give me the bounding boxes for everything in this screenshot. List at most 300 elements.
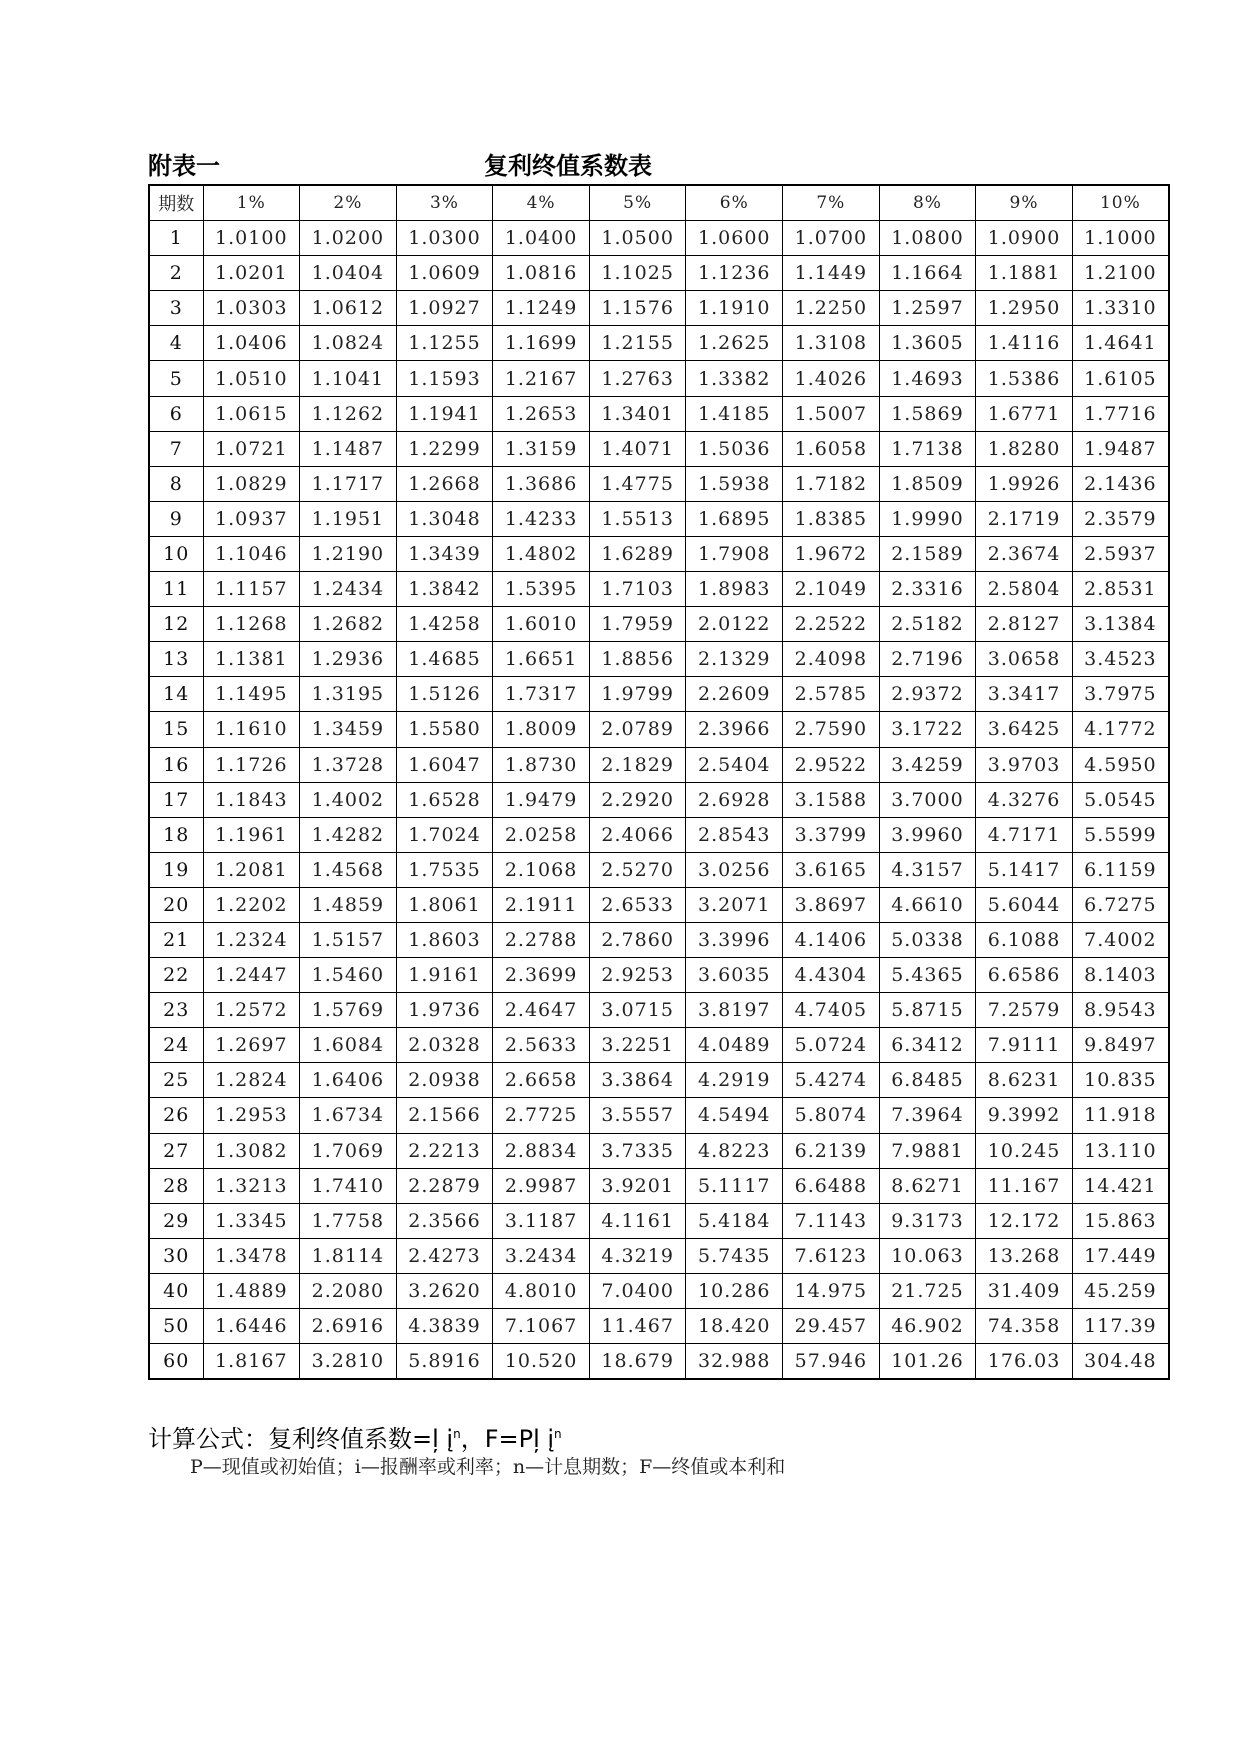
period-cell: 9	[149, 501, 203, 536]
factor-cell: 4.5950	[1072, 747, 1169, 782]
factor-cell: 3.3417	[976, 677, 1073, 712]
factor-cell: 4.7405	[783, 993, 880, 1028]
factor-cell: 2.3316	[879, 572, 976, 607]
factor-cell: 3.6425	[976, 712, 1073, 747]
factor-cell: 4.3276	[976, 782, 1073, 817]
factor-cell: 1.6895	[686, 501, 783, 536]
table-row	[149, 361, 1169, 396]
factor-cell: 1.2324	[203, 922, 300, 957]
factor-cell: 1.5157	[300, 922, 397, 957]
factor-cell: 1.9479	[493, 782, 590, 817]
factor-cell: 4.4304	[783, 958, 880, 993]
factor-cell: 1.8730	[493, 747, 590, 782]
factor-cell: 1.0303	[203, 291, 300, 326]
factor-cell: 1.9990	[879, 501, 976, 536]
factor-cell: 5.8074	[783, 1098, 880, 1133]
factor-cell: 3.9960	[879, 817, 976, 852]
factor-cell: 1.1495	[203, 677, 300, 712]
factor-cell: 9.3173	[879, 1203, 976, 1238]
factor-cell: 7.2579	[976, 993, 1073, 1028]
factor-cell: 3.3864	[589, 1063, 686, 1098]
factor-cell: 3.5557	[589, 1098, 686, 1133]
period-cell: 5	[149, 361, 203, 396]
factor-cell: 46.902	[879, 1309, 976, 1344]
factor-cell: 1.3686	[493, 466, 590, 501]
factor-cell: 1.7103	[589, 572, 686, 607]
factor-cell: 2.5404	[686, 747, 783, 782]
factor-cell: 6.8485	[879, 1063, 976, 1098]
factor-cell: 32.988	[686, 1344, 783, 1380]
period-cell: 40	[149, 1273, 203, 1308]
factor-cell: 1.9672	[783, 536, 880, 571]
factor-cell: 1.7959	[589, 607, 686, 642]
table-row	[149, 642, 1169, 677]
column-header-rate: 6%	[686, 185, 783, 221]
factor-cell: 2.1566	[396, 1098, 493, 1133]
factor-cell: 1.7317	[493, 677, 590, 712]
table-row	[149, 326, 1169, 361]
factor-cell: 1.1262	[300, 396, 397, 431]
factor-cell: 1.3082	[203, 1133, 300, 1168]
factor-cell: 1.6047	[396, 747, 493, 782]
factor-cell: 2.7860	[589, 922, 686, 957]
factor-cell: 31.409	[976, 1273, 1073, 1308]
factor-cell: 1.0300	[396, 221, 493, 256]
factor-cell: 2.2788	[493, 922, 590, 957]
factor-cell: 1.3728	[300, 747, 397, 782]
factor-cell: 4.3157	[879, 852, 976, 887]
factor-cell: 1.2682	[300, 607, 397, 642]
factor-cell: 2.7590	[783, 712, 880, 747]
factor-cell: 1.0700	[783, 221, 880, 256]
factor-cell: 1.5007	[783, 396, 880, 431]
factor-cell: 7.6123	[783, 1238, 880, 1273]
factor-cell: 1.7758	[300, 1203, 397, 1238]
factor-cell: 1.0609	[396, 256, 493, 291]
factor-cell: 1.8856	[589, 642, 686, 677]
factor-cell: 1.5513	[589, 501, 686, 536]
factor-cell: 2.2213	[396, 1133, 493, 1168]
appendix-label: 附表一	[148, 152, 220, 180]
formula-exp1: n	[453, 1427, 461, 1441]
factor-cell: 2.3579	[1072, 501, 1169, 536]
factor-cell: 1.5869	[879, 396, 976, 431]
factor-cell: 1.2597	[879, 291, 976, 326]
factor-cell: 6.3412	[879, 1028, 976, 1063]
period-cell: 26	[149, 1098, 203, 1133]
factor-cell: 1.0100	[203, 221, 300, 256]
factor-cell: 2.1068	[493, 852, 590, 887]
factor-cell: 1.6289	[589, 536, 686, 571]
factor-cell: 1.2447	[203, 958, 300, 993]
factor-cell: 1.2202	[203, 887, 300, 922]
factor-cell: 1.2653	[493, 396, 590, 431]
formula-label: 计算公式：	[148, 1425, 268, 1453]
factor-cell: 1.1576	[589, 291, 686, 326]
factor-cell: 1.7024	[396, 817, 493, 852]
factor-cell: 1.1268	[203, 607, 300, 642]
factor-cell: 1.4568	[300, 852, 397, 887]
factor-cell: 1.4258	[396, 607, 493, 642]
factor-cell: 3.9703	[976, 747, 1073, 782]
factor-cell: 1.6446	[203, 1309, 300, 1344]
factor-cell: 1.0510	[203, 361, 300, 396]
factor-cell: 1.1593	[396, 361, 493, 396]
factor-cell: 3.3799	[783, 817, 880, 852]
factor-cell: 1.0800	[879, 221, 976, 256]
factor-cell: 1.0612	[300, 291, 397, 326]
factor-cell: 1.0829	[203, 466, 300, 501]
factor-cell: 1.8983	[686, 572, 783, 607]
factor-cell: 6.6586	[976, 958, 1073, 993]
period-cell: 18	[149, 817, 203, 852]
factor-cell: 2.9987	[493, 1168, 590, 1203]
table-row	[149, 1063, 1169, 1098]
formula-part2: F=P	[484, 1425, 534, 1453]
factor-cell: 1.1041	[300, 361, 397, 396]
factor-cell: 2.0938	[396, 1063, 493, 1098]
factor-cell: 1.1236	[686, 256, 783, 291]
factor-cell: 57.946	[783, 1344, 880, 1380]
period-cell: 50	[149, 1309, 203, 1344]
table-row	[149, 607, 1169, 642]
factor-cell: 2.5785	[783, 677, 880, 712]
factor-cell: 2.1911	[493, 887, 590, 922]
factor-cell: 1.7535	[396, 852, 493, 887]
factor-cell: 7.9881	[879, 1133, 976, 1168]
factor-cell: 1.2434	[300, 572, 397, 607]
period-cell: 28	[149, 1168, 203, 1203]
factor-cell: 1.1449	[783, 256, 880, 291]
factor-cell: 8.9543	[1072, 993, 1169, 1028]
factor-cell: 3.8697	[783, 887, 880, 922]
factor-cell: 1.8280	[976, 431, 1073, 466]
factor-cell: 1.0200	[300, 221, 397, 256]
factor-cell: 8.1403	[1072, 958, 1169, 993]
title-bar	[148, 150, 1168, 182]
factor-cell: 2.3699	[493, 958, 590, 993]
factor-cell: 1.7182	[783, 466, 880, 501]
period-cell: 60	[149, 1344, 203, 1380]
factor-cell: 1.7716	[1072, 396, 1169, 431]
factor-cell: 1.4693	[879, 361, 976, 396]
factor-cell: 3.7000	[879, 782, 976, 817]
factor-cell: 5.4365	[879, 958, 976, 993]
table-header-row	[149, 185, 1169, 221]
factor-cell: 3.1722	[879, 712, 976, 747]
factor-cell: 12.172	[976, 1203, 1073, 1238]
factor-cell: 1.0900	[976, 221, 1073, 256]
factor-cell: 1.4282	[300, 817, 397, 852]
column-header-rate: 9%	[976, 185, 1073, 221]
factor-cell: 2.4273	[396, 1238, 493, 1273]
factor-cell: 1.2625	[686, 326, 783, 361]
factor-cell: 1.2668	[396, 466, 493, 501]
table-row	[149, 1028, 1169, 1063]
factor-cell: 10.245	[976, 1133, 1073, 1168]
factor-cell: 2.2879	[396, 1168, 493, 1203]
factor-cell: 17.449	[1072, 1238, 1169, 1273]
factor-cell: 2.3966	[686, 712, 783, 747]
factor-cell: 3.6165	[783, 852, 880, 887]
column-header-rate: 5%	[589, 185, 686, 221]
page-title: 复利终值系数表	[484, 152, 652, 180]
factor-cell: 4.6610	[879, 887, 976, 922]
factor-cell: 5.0724	[783, 1028, 880, 1063]
factor-cell: 2.2522	[783, 607, 880, 642]
factor-cell: 101.26	[879, 1344, 976, 1380]
factor-cell: 18.420	[686, 1309, 783, 1344]
factor-cell: 2.3566	[396, 1203, 493, 1238]
factor-cell: 1.9161	[396, 958, 493, 993]
formula-part1: 复利终值系数=	[268, 1425, 433, 1453]
factor-cell: 1.8603	[396, 922, 493, 957]
factor-cell: 3.7335	[589, 1133, 686, 1168]
factor-cell: 1.8061	[396, 887, 493, 922]
period-cell: 21	[149, 922, 203, 957]
factor-cell: 5.8715	[879, 993, 976, 1028]
factor-cell: 1.4116	[976, 326, 1073, 361]
period-cell: 17	[149, 782, 203, 817]
factor-cell: 6.7275	[1072, 887, 1169, 922]
factor-cell: 3.1588	[783, 782, 880, 817]
table-row	[149, 958, 1169, 993]
factor-cell: 45.259	[1072, 1273, 1169, 1308]
factor-cell: 10.286	[686, 1273, 783, 1308]
factor-cell: 2.6916	[300, 1309, 397, 1344]
column-header-rate: 7%	[783, 185, 880, 221]
factor-cell: 11.467	[589, 1309, 686, 1344]
period-cell: 12	[149, 607, 203, 642]
period-cell: 20	[149, 887, 203, 922]
factor-cell: 1.2167	[493, 361, 590, 396]
period-cell: 1	[149, 221, 203, 256]
table-row	[149, 1098, 1169, 1133]
factor-cell: 1.8114	[300, 1238, 397, 1273]
factor-cell: 1.4026	[783, 361, 880, 396]
factor-cell: 1.4233	[493, 501, 590, 536]
table-row	[149, 396, 1169, 431]
column-header-rate: 8%	[879, 185, 976, 221]
factor-cell: 1.1941	[396, 396, 493, 431]
table-row	[149, 256, 1169, 291]
factor-cell: 11.167	[976, 1168, 1073, 1203]
factor-cell: 1.0927	[396, 291, 493, 326]
factor-cell: 3.6035	[686, 958, 783, 993]
period-cell: 16	[149, 747, 203, 782]
factor-cell: 2.5804	[976, 572, 1073, 607]
factor-cell: 1.9926	[976, 466, 1073, 501]
period-cell: 6	[149, 396, 203, 431]
factor-cell: 1.6058	[783, 431, 880, 466]
factor-cell: 1.9799	[589, 677, 686, 712]
factor-cell: 1.2824	[203, 1063, 300, 1098]
factor-cell: 3.9201	[589, 1168, 686, 1203]
factor-cell: 1.0816	[493, 256, 590, 291]
table-row	[149, 572, 1169, 607]
factor-cell: 2.4098	[783, 642, 880, 677]
factor-cell: 1.2100	[1072, 256, 1169, 291]
factor-cell: 1.9736	[396, 993, 493, 1028]
factor-cell: 2.0258	[493, 817, 590, 852]
formula-exp2: n	[554, 1427, 562, 1441]
factor-cell: 1.5036	[686, 431, 783, 466]
table-row	[149, 1203, 1169, 1238]
table-row	[149, 747, 1169, 782]
factor-cell: 2.3674	[976, 536, 1073, 571]
factor-cell: 1.4071	[589, 431, 686, 466]
factor-cell: 1.7908	[686, 536, 783, 571]
table-body	[149, 221, 1169, 1380]
factor-cell: 1.5769	[300, 993, 397, 1028]
factor-cell: 2.1049	[783, 572, 880, 607]
factor-cell: 2.0122	[686, 607, 783, 642]
factor-cell: 5.6044	[976, 887, 1073, 922]
factor-cell: 3.4523	[1072, 642, 1169, 677]
factor-cell: 1.1157	[203, 572, 300, 607]
factor-cell: 117.39	[1072, 1309, 1169, 1344]
table-row	[149, 712, 1169, 747]
factor-cell: 1.1610	[203, 712, 300, 747]
factor-cell: 14.421	[1072, 1168, 1169, 1203]
factor-cell: 3.1384	[1072, 607, 1169, 642]
factor-cell: 10.063	[879, 1238, 976, 1273]
factor-cell: 1.2081	[203, 852, 300, 887]
factor-cell: 1.7138	[879, 431, 976, 466]
factor-cell: 1.5938	[686, 466, 783, 501]
factor-cell: 1.4889	[203, 1273, 300, 1308]
factor-cell: 2.0328	[396, 1028, 493, 1063]
factor-cell: 1.2953	[203, 1098, 300, 1133]
factor-cell: 1.0404	[300, 256, 397, 291]
period-cell: 23	[149, 993, 203, 1028]
factor-cell: 4.8010	[493, 1273, 590, 1308]
column-header-rate: 4%	[493, 185, 590, 221]
table-row	[149, 536, 1169, 571]
factor-cell: 1.1910	[686, 291, 783, 326]
factor-cell: 1.6406	[300, 1063, 397, 1098]
factor-cell: 10.835	[1072, 1063, 1169, 1098]
period-cell: 10	[149, 536, 203, 571]
factor-cell: 5.1417	[976, 852, 1073, 887]
factor-cell: 7.0400	[589, 1273, 686, 1308]
factor-cell: 1.2155	[589, 326, 686, 361]
factor-cell: 1.0500	[589, 221, 686, 256]
factor-cell: 5.7435	[686, 1238, 783, 1273]
factor-cell: 1.2697	[203, 1028, 300, 1063]
formula-sep: ，	[460, 1425, 485, 1453]
factor-cell: 1.6105	[1072, 361, 1169, 396]
factor-cell: 1.3310	[1072, 291, 1169, 326]
factor-cell: 6.2139	[783, 1133, 880, 1168]
factor-cell: 1.3195	[300, 677, 397, 712]
factor-cell: 1.3345	[203, 1203, 300, 1238]
factor-cell: 13.268	[976, 1238, 1073, 1273]
period-cell: 2	[149, 256, 203, 291]
factor-cell: 1.0824	[300, 326, 397, 361]
factor-cell: 13.110	[1072, 1133, 1169, 1168]
table-row	[149, 993, 1169, 1028]
table-row	[149, 852, 1169, 887]
factor-cell: 2.0789	[589, 712, 686, 747]
period-cell: 29	[149, 1203, 203, 1238]
factor-cell: 2.7725	[493, 1098, 590, 1133]
factor-cell: 1.3382	[686, 361, 783, 396]
factor-cell: 5.4184	[686, 1203, 783, 1238]
factor-cell: 1.2950	[976, 291, 1073, 326]
factor-cell: 2.2609	[686, 677, 783, 712]
factor-cell: 1.1843	[203, 782, 300, 817]
factor-cell: 1.3842	[396, 572, 493, 607]
factor-cell: 11.918	[1072, 1098, 1169, 1133]
factor-cell: 7.1067	[493, 1309, 590, 1344]
factor-cell: 1.9487	[1072, 431, 1169, 466]
factor-cell: 1.1717	[300, 466, 397, 501]
period-cell: 22	[149, 958, 203, 993]
factor-cell: 2.1829	[589, 747, 686, 782]
factor-cell: 5.1117	[686, 1168, 783, 1203]
table-row	[149, 1273, 1169, 1308]
factor-cell: 3.2071	[686, 887, 783, 922]
factor-cell: 3.2620	[396, 1273, 493, 1308]
factor-cell: 3.8197	[686, 993, 783, 1028]
factor-cell: 1.2190	[300, 536, 397, 571]
factor-cell: 1.4775	[589, 466, 686, 501]
factor-cell: 1.1249	[493, 291, 590, 326]
factor-cell: 10.520	[493, 1344, 590, 1380]
factor-cell: 1.1487	[300, 431, 397, 466]
factor-cell: 4.7171	[976, 817, 1073, 852]
table-row	[149, 1133, 1169, 1168]
factor-cell: 5.4274	[783, 1063, 880, 1098]
table-row	[149, 431, 1169, 466]
factor-cell: 1.8009	[493, 712, 590, 747]
period-cell: 7	[149, 431, 203, 466]
table-row	[149, 817, 1169, 852]
factor-cell: 1.4002	[300, 782, 397, 817]
factor-cell: 2.8531	[1072, 572, 1169, 607]
factor-cell: 1.2299	[396, 431, 493, 466]
factor-cell: 2.6658	[493, 1063, 590, 1098]
factor-cell: 1.1255	[396, 326, 493, 361]
factor-cell: 9.3992	[976, 1098, 1073, 1133]
factor-cell: 1.7069	[300, 1133, 397, 1168]
factor-cell: 5.0545	[1072, 782, 1169, 817]
factor-cell: 2.9253	[589, 958, 686, 993]
factor-cell: 1.0721	[203, 431, 300, 466]
factor-cell: 1.0406	[203, 326, 300, 361]
factor-cell: 1.4802	[493, 536, 590, 571]
factor-cell: 7.9111	[976, 1028, 1073, 1063]
period-cell: 27	[149, 1133, 203, 1168]
factor-cell: 1.5580	[396, 712, 493, 747]
factor-cell: 1.1699	[493, 326, 590, 361]
factor-cell: 2.6928	[686, 782, 783, 817]
factor-cell: 15.863	[1072, 1203, 1169, 1238]
formula-line	[148, 1418, 562, 1455]
factor-cell: 4.0489	[686, 1028, 783, 1063]
column-header-rate: 1%	[203, 185, 300, 221]
factor-cell: 2.4066	[589, 817, 686, 852]
factor-cell: 1.2936	[300, 642, 397, 677]
factor-cell: 2.5633	[493, 1028, 590, 1063]
factor-cell: 7.4002	[1072, 922, 1169, 957]
factor-cell: 1.1046	[203, 536, 300, 571]
factor-cell: 6.6488	[783, 1168, 880, 1203]
factor-cell: 4.1161	[589, 1203, 686, 1238]
factor-cell: 1.4641	[1072, 326, 1169, 361]
factor-cell: 1.3159	[493, 431, 590, 466]
